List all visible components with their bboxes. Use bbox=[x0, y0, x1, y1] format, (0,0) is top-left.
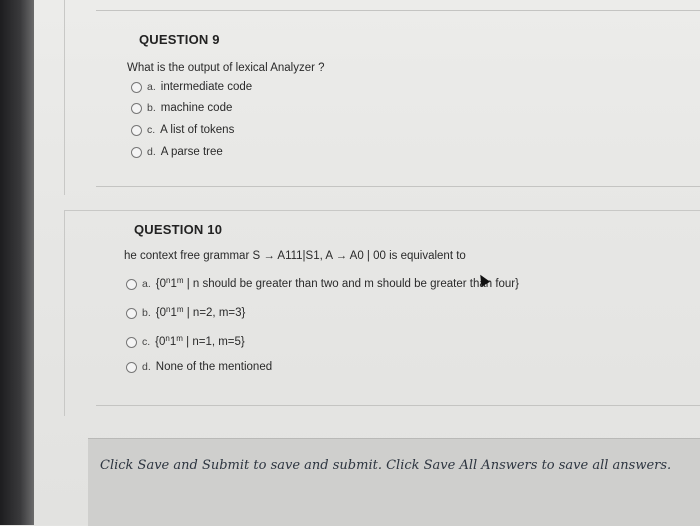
q10-option-b[interactable] bbox=[126, 307, 245, 319]
divider bbox=[96, 405, 700, 406]
option-text: None of the mentioned bbox=[155, 361, 273, 373]
option-expression: {0$^n$1$^m$ | n should be greater than two and m should be greater than four} bbox=[155, 276, 519, 290]
radio-button[interactable] bbox=[131, 147, 142, 158]
q10-option-a[interactable] bbox=[126, 278, 519, 290]
option-letter: b. bbox=[147, 102, 156, 114]
option-expression: {0$^n$1$^m$ | n=1, m=5} bbox=[155, 334, 245, 348]
question-10-title: QUESTION 10 bbox=[134, 222, 223, 237]
option-letter: c. bbox=[142, 336, 151, 348]
question-9-title: QUESTION 9 bbox=[139, 32, 220, 47]
option-letter: c. bbox=[147, 124, 156, 136]
option-expression: {0$^n$1$^m$ | n=2, m=3} bbox=[155, 305, 246, 319]
option-text: A list of tokens bbox=[160, 124, 235, 136]
divider bbox=[96, 186, 700, 187]
radio-button[interactable] bbox=[126, 337, 137, 348]
radio-button[interactable] bbox=[126, 279, 137, 290]
screen-bezel bbox=[0, 0, 34, 525]
q10-option-d[interactable] bbox=[126, 361, 272, 373]
option-text: intermediate code bbox=[160, 81, 253, 93]
radio-button[interactable] bbox=[126, 362, 137, 373]
radio-button[interactable] bbox=[131, 82, 142, 93]
question-9-box bbox=[64, 0, 700, 195]
option-text: A parse tree bbox=[160, 146, 223, 158]
divider bbox=[96, 10, 700, 11]
question-10-prompt: he context free grammar S → A111|S1, A → A0 | 00 is equivalent to bbox=[124, 250, 466, 262]
option-letter: a. bbox=[142, 278, 151, 290]
radio-button[interactable] bbox=[131, 125, 142, 136]
option-letter: d. bbox=[142, 361, 151, 373]
q10-option-c[interactable] bbox=[126, 336, 245, 348]
q9-option-c[interactable] bbox=[131, 124, 234, 136]
q9-option-b[interactable] bbox=[131, 102, 232, 114]
q9-option-a[interactable] bbox=[131, 81, 252, 93]
option-letter: d. bbox=[147, 146, 156, 158]
option-letter: a. bbox=[147, 81, 156, 93]
radio-button[interactable] bbox=[131, 103, 142, 114]
option-text: machine code bbox=[160, 102, 233, 114]
footer-instructions: Click Save and Submit to save and submit. Click Save All Answers to save all answers. bbox=[100, 458, 672, 473]
q9-option-d[interactable] bbox=[131, 146, 223, 158]
radio-button[interactable] bbox=[126, 308, 137, 319]
option-letter: b. bbox=[142, 307, 151, 319]
footer-bar bbox=[88, 438, 700, 526]
question-9-prompt: What is the output of lexical Analyzer ? bbox=[127, 62, 325, 74]
